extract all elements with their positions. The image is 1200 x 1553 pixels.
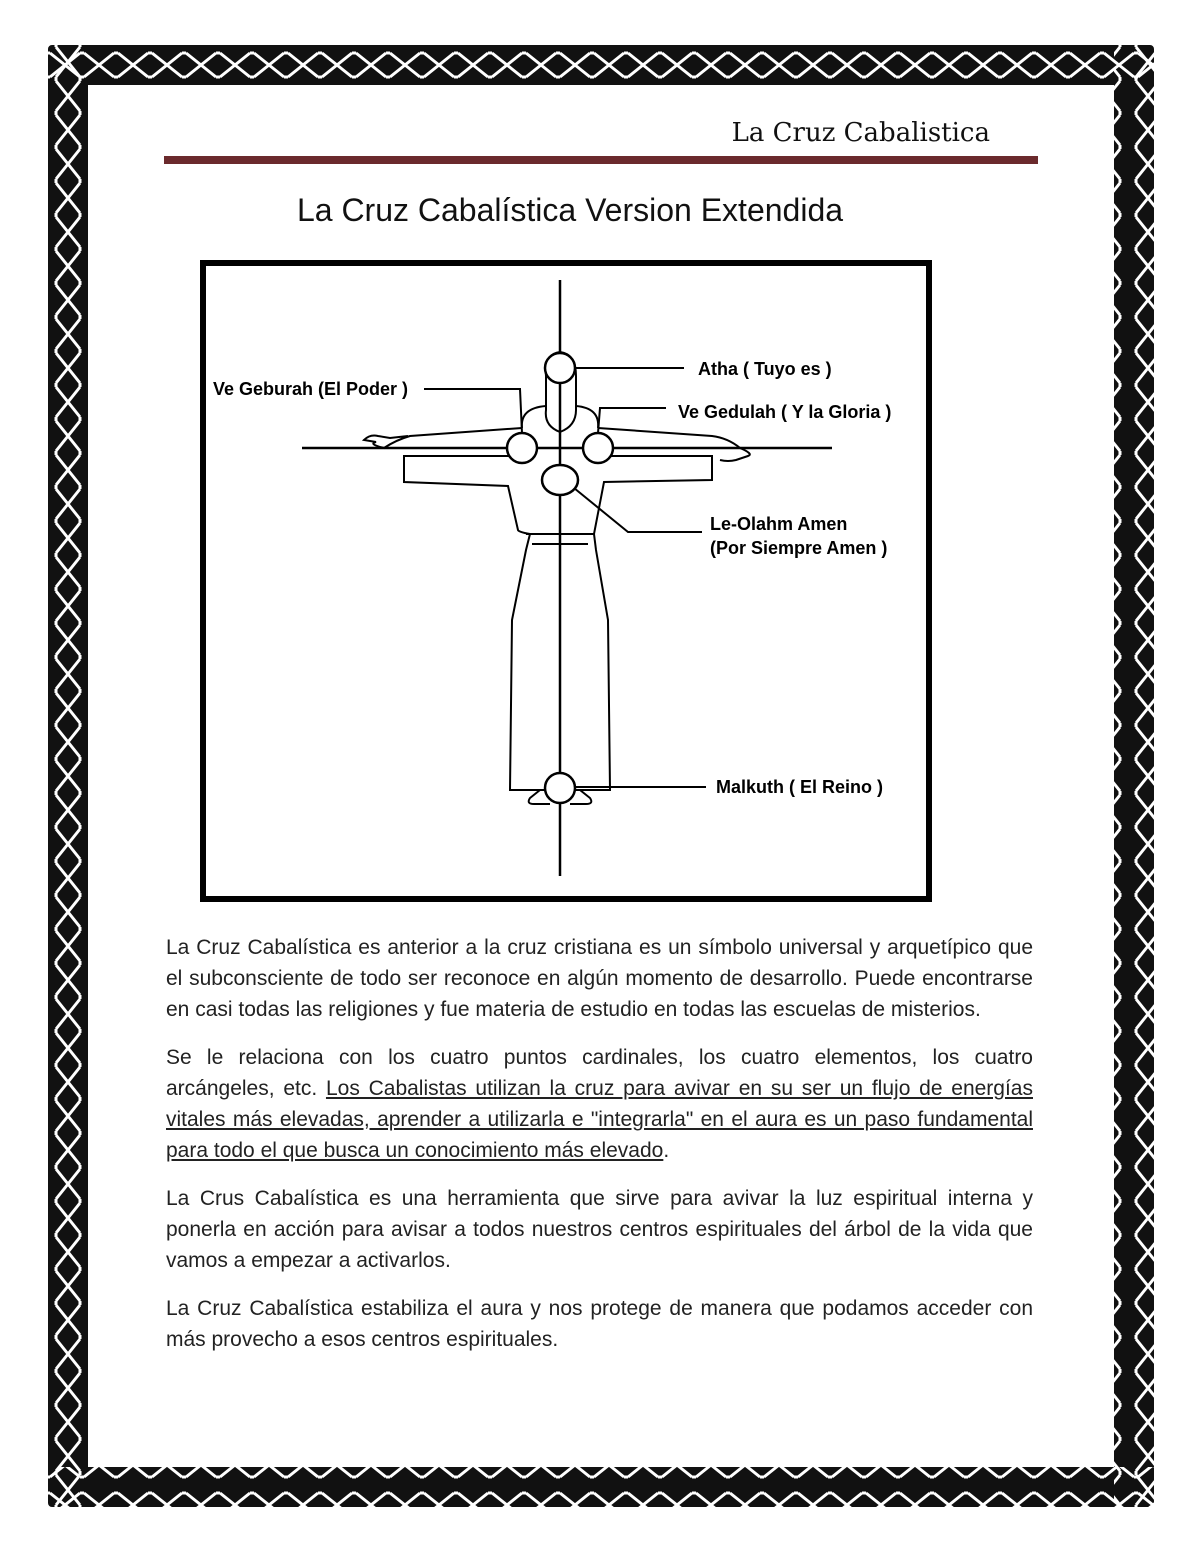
label-geburah: Ve Geburah (El Poder ): [213, 379, 409, 399]
header-rule: [164, 156, 1038, 164]
paragraph-2: [166, 1042, 1033, 1166]
node-gedulah: [583, 433, 613, 463]
label-olahm: Le-Olahm Amen: [710, 514, 848, 534]
node-olahm: [542, 465, 578, 495]
label-olahm-translation: (Por Siempre Amen ): [710, 538, 888, 558]
node-atha: [545, 353, 575, 383]
label-atha: Atha ( Tuyo es ): [698, 359, 832, 379]
label-gedulah: Ve Gedulah ( Y la Gloria ): [678, 402, 892, 422]
body-text: [166, 932, 1033, 1372]
page-title: La Cruz Cabalística Version Extendida: [296, 192, 844, 228]
paragraph-4: La Cruz Cabalística estabiliza el aura y nos protege de manera que podamos acceder con más provecho a esos centros espirituales.: [166, 1297, 1033, 1351]
running-header: La Cruz Cabalistica: [731, 118, 990, 148]
paragraph-1: La Cruz Cabalística es anterior a la cruz cristiana es un símbolo universal y arquetípico que el subconsciente de todo ser reconoce en algún momento de desarrollo. Puede encontrarse en casi todas las religiones y fue materia de estudio en todas las escuelas de misterios.: [166, 936, 1033, 1021]
node-malkuth: [545, 773, 575, 803]
paragraph-2-text: Se le relaciona con los cuatro puntos cardinales, los cuatro elementos, los cuatro arcángeles, etc.: [166, 1046, 1033, 1100]
paragraph-2-end: .: [663, 1139, 670, 1162]
paragraph-3: La Crus Cabalística es una herramienta que sirve para avivar la luz espiritual interna y ponerla en acción para avisar a todos nuestros centros espirituales del árbol de la vida que vamos a empezar a activarlos.: [166, 1187, 1033, 1272]
label-malkuth: Malkuth ( El Reino ): [716, 777, 884, 797]
paragraph-2-underlined: Los Cabalistas utilizan la cruz para avivar en su ser un flujo de energías vitales más elevadas, aprender a utilizarla e "integrarla" en el aura es un paso fundamental para todo el que busca un conocimiento más elevado: [166, 1077, 1033, 1162]
node-geburah: [507, 433, 537, 463]
kabbalistic-cross-diagram: [200, 260, 934, 905]
